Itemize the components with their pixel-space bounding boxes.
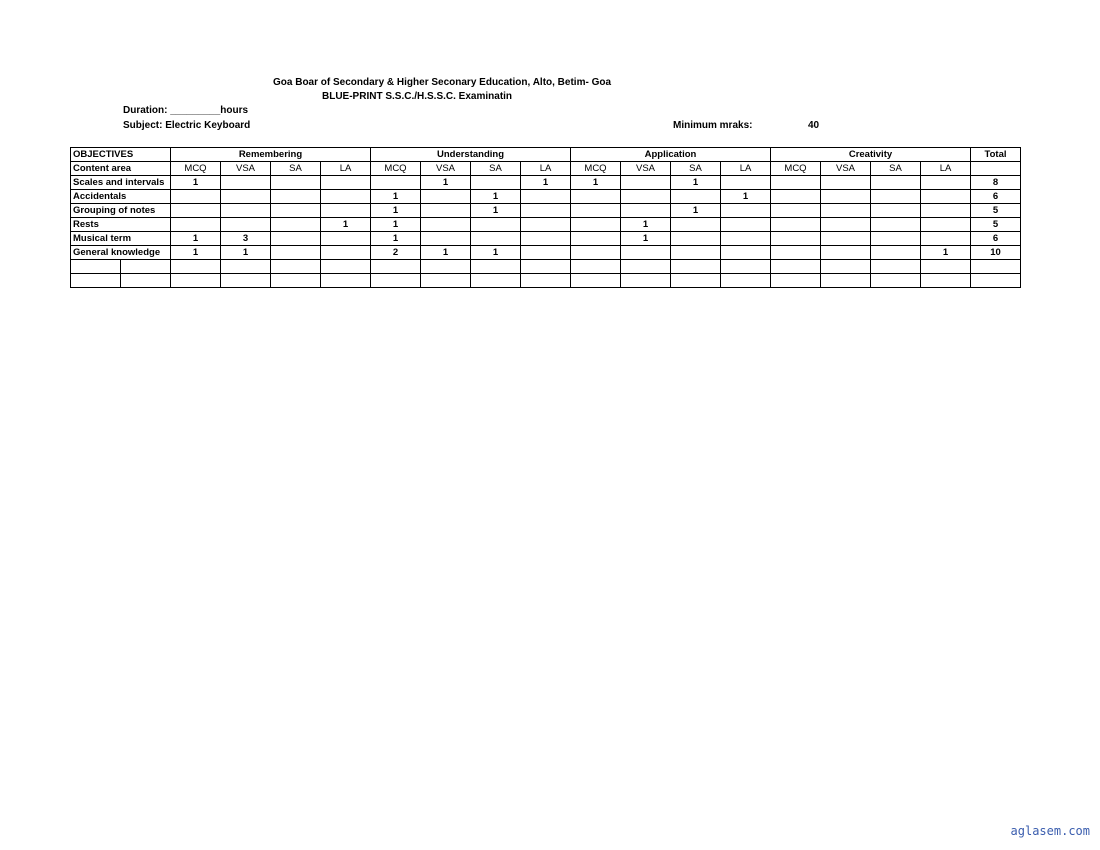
marks-cell [271, 232, 321, 246]
marks-cell [721, 246, 771, 260]
marks-cell [821, 218, 871, 232]
marks-cell [871, 218, 921, 232]
marks-cell: 1 [671, 204, 721, 218]
marks-cell [321, 176, 371, 190]
marks-cell [721, 176, 771, 190]
marks-cell: 1 [471, 246, 521, 260]
marks-cell [821, 246, 871, 260]
marks-cell [921, 218, 971, 232]
marks-cell [471, 218, 521, 232]
empty-cell [371, 274, 421, 288]
marks-cell [421, 218, 471, 232]
marks-cell [521, 204, 571, 218]
marks-cell [571, 190, 621, 204]
empty-cell [371, 260, 421, 274]
empty-cell [921, 260, 971, 274]
marks-cell [571, 232, 621, 246]
marks-cell [321, 246, 371, 260]
marks-cell [871, 246, 921, 260]
empty-row [71, 274, 1021, 288]
content-area-header-row [71, 162, 1021, 176]
content-area-header: Content area [71, 162, 171, 176]
content-area-cell: Scales and intervals [71, 176, 171, 190]
marks-cell [771, 218, 821, 232]
empty-cell [271, 260, 321, 274]
empty-cell [221, 274, 271, 288]
question-type-header: LA [921, 162, 971, 176]
marks-cell [871, 176, 921, 190]
marks-cell [871, 190, 921, 204]
marks-cell [171, 218, 221, 232]
question-type-header: SA [871, 162, 921, 176]
marks-cell: 1 [421, 176, 471, 190]
empty-cell [271, 274, 321, 288]
marks-cell [171, 190, 221, 204]
table-row [71, 218, 1021, 232]
empty-cell [321, 260, 371, 274]
marks-cell [721, 232, 771, 246]
row-total-cell: 6 [971, 232, 1021, 246]
total-header-blank [971, 162, 1021, 176]
marks-cell: 1 [471, 190, 521, 204]
empty-cell [971, 274, 1021, 288]
marks-cell [571, 218, 621, 232]
empty-cell [771, 274, 821, 288]
content-area-cell: Rests [71, 218, 171, 232]
marks-cell [521, 190, 571, 204]
empty-cell [221, 260, 271, 274]
marks-cell: 1 [371, 204, 421, 218]
marks-cell [921, 190, 971, 204]
marks-cell [921, 204, 971, 218]
table-row [71, 204, 1021, 218]
marks-cell: 1 [171, 246, 221, 260]
marks-cell: 1 [371, 232, 421, 246]
marks-cell [271, 204, 321, 218]
marks-cell [771, 232, 821, 246]
empty-cell [621, 274, 671, 288]
empty-cell [671, 274, 721, 288]
marks-cell [771, 190, 821, 204]
marks-cell: 1 [721, 190, 771, 204]
question-type-header: LA [521, 162, 571, 176]
marks-cell [871, 232, 921, 246]
marks-cell [671, 190, 721, 204]
question-type-header: SA [671, 162, 721, 176]
marks-cell [471, 176, 521, 190]
marks-cell [271, 176, 321, 190]
content-area-cell: Accidentals [71, 190, 171, 204]
marks-cell: 1 [671, 176, 721, 190]
empty-cell [971, 260, 1021, 274]
watermark: aglasem.com [1010, 824, 1090, 838]
marks-cell: 3 [221, 232, 271, 246]
marks-cell [771, 204, 821, 218]
objectives-header-row [71, 148, 1021, 162]
marks-cell: 1 [171, 176, 221, 190]
question-type-header: SA [271, 162, 321, 176]
question-type-header: LA [721, 162, 771, 176]
empty-cell [321, 274, 371, 288]
table-row [71, 232, 1021, 246]
group-header: Understanding [371, 148, 571, 162]
marks-cell [621, 204, 671, 218]
marks-cell [671, 218, 721, 232]
marks-cell: 1 [521, 176, 571, 190]
marks-cell [621, 176, 671, 190]
empty-cell [721, 274, 771, 288]
blueprint-table [70, 147, 1021, 288]
marks-cell [721, 218, 771, 232]
question-type-header: VSA [621, 162, 671, 176]
marks-cell [771, 246, 821, 260]
question-type-header: MCQ [571, 162, 621, 176]
objectives-header: OBJECTIVES [71, 148, 171, 162]
marks-cell [221, 190, 271, 204]
marks-cell: 1 [471, 204, 521, 218]
marks-cell: 2 [371, 246, 421, 260]
marks-cell [271, 218, 321, 232]
empty-cell [71, 274, 121, 288]
row-total-cell: 5 [971, 218, 1021, 232]
empty-cell [571, 260, 621, 274]
marks-cell [421, 204, 471, 218]
marks-cell [371, 176, 421, 190]
marks-cell [671, 232, 721, 246]
total-header: Total [971, 148, 1021, 162]
question-type-header: MCQ [171, 162, 221, 176]
group-header: Remembering [171, 148, 371, 162]
marks-cell [871, 204, 921, 218]
empty-cell [171, 260, 221, 274]
subject-label: Subject: Electric Keyboard [123, 120, 251, 131]
empty-row [71, 260, 1021, 274]
marks-cell [321, 204, 371, 218]
duration-label: Duration: _________hours [123, 105, 249, 116]
question-type-header: LA [321, 162, 371, 176]
board-title: Goa Boar of Secondary & Higher Seconary Education, Alto, Betim- Goa [273, 77, 612, 88]
marks-cell [921, 176, 971, 190]
question-type-header: MCQ [771, 162, 821, 176]
marks-cell [771, 176, 821, 190]
group-header: Creativity [771, 148, 971, 162]
empty-cell [921, 274, 971, 288]
marks-cell [321, 190, 371, 204]
row-total-cell: 5 [971, 204, 1021, 218]
empty-cell [671, 260, 721, 274]
question-type-header: VSA [421, 162, 471, 176]
marks-cell: 1 [371, 190, 421, 204]
row-total-cell: 8 [971, 176, 1021, 190]
marks-cell [271, 246, 321, 260]
empty-cell [621, 260, 671, 274]
marks-cell [821, 176, 871, 190]
table-row [71, 246, 1021, 260]
empty-cell [821, 274, 871, 288]
marks-cell [821, 232, 871, 246]
question-type-header: VSA [821, 162, 871, 176]
marks-cell [221, 218, 271, 232]
marks-cell [471, 232, 521, 246]
marks-cell [421, 232, 471, 246]
marks-cell [421, 190, 471, 204]
marks-cell: 1 [421, 246, 471, 260]
empty-cell [721, 260, 771, 274]
marks-cell: 1 [221, 246, 271, 260]
marks-cell [721, 204, 771, 218]
marks-cell [821, 204, 871, 218]
empty-cell [771, 260, 821, 274]
marks-cell [921, 232, 971, 246]
empty-cell [571, 274, 621, 288]
marks-cell [321, 232, 371, 246]
marks-cell [221, 176, 271, 190]
marks-cell [221, 204, 271, 218]
question-type-header: MCQ [371, 162, 421, 176]
empty-cell [121, 260, 171, 274]
marks-cell: 1 [171, 232, 221, 246]
marks-cell: 1 [371, 218, 421, 232]
marks-cell [621, 190, 671, 204]
row-total-cell: 10 [971, 246, 1021, 260]
empty-cell [121, 274, 171, 288]
empty-cell [421, 260, 471, 274]
content-area-cell: General knowledge [71, 246, 171, 260]
marks-cell [521, 232, 571, 246]
marks-cell [521, 246, 571, 260]
marks-cell [521, 218, 571, 232]
marks-cell: 1 [921, 246, 971, 260]
marks-cell [671, 246, 721, 260]
question-type-header: SA [471, 162, 521, 176]
marks-cell [821, 190, 871, 204]
group-header: Application [571, 148, 771, 162]
marks-cell [571, 204, 621, 218]
table-row [71, 190, 1021, 204]
marks-cell: 1 [621, 218, 671, 232]
marks-cell [571, 246, 621, 260]
empty-cell [871, 260, 921, 274]
empty-cell [521, 260, 571, 274]
minimum-marks-value: 40 [808, 120, 820, 131]
row-total-cell: 6 [971, 190, 1021, 204]
marks-cell: 1 [571, 176, 621, 190]
blueprint-title: BLUE-PRINT S.S.C./H.S.S.C. Examinatin [322, 91, 513, 102]
empty-cell [171, 274, 221, 288]
empty-cell [421, 274, 471, 288]
minimum-marks-label: Minimum mraks: [673, 120, 753, 131]
empty-cell [471, 274, 521, 288]
marks-cell [621, 246, 671, 260]
empty-cell [821, 260, 871, 274]
empty-cell [521, 274, 571, 288]
marks-cell [171, 204, 221, 218]
empty-cell [71, 260, 121, 274]
marks-cell [271, 190, 321, 204]
marks-cell: 1 [621, 232, 671, 246]
table-row [71, 176, 1021, 190]
empty-cell [471, 260, 521, 274]
empty-cell [871, 274, 921, 288]
content-area-cell: Grouping of notes [71, 204, 171, 218]
content-area-cell: Musical term [71, 232, 171, 246]
question-type-header: VSA [221, 162, 271, 176]
marks-cell: 1 [321, 218, 371, 232]
